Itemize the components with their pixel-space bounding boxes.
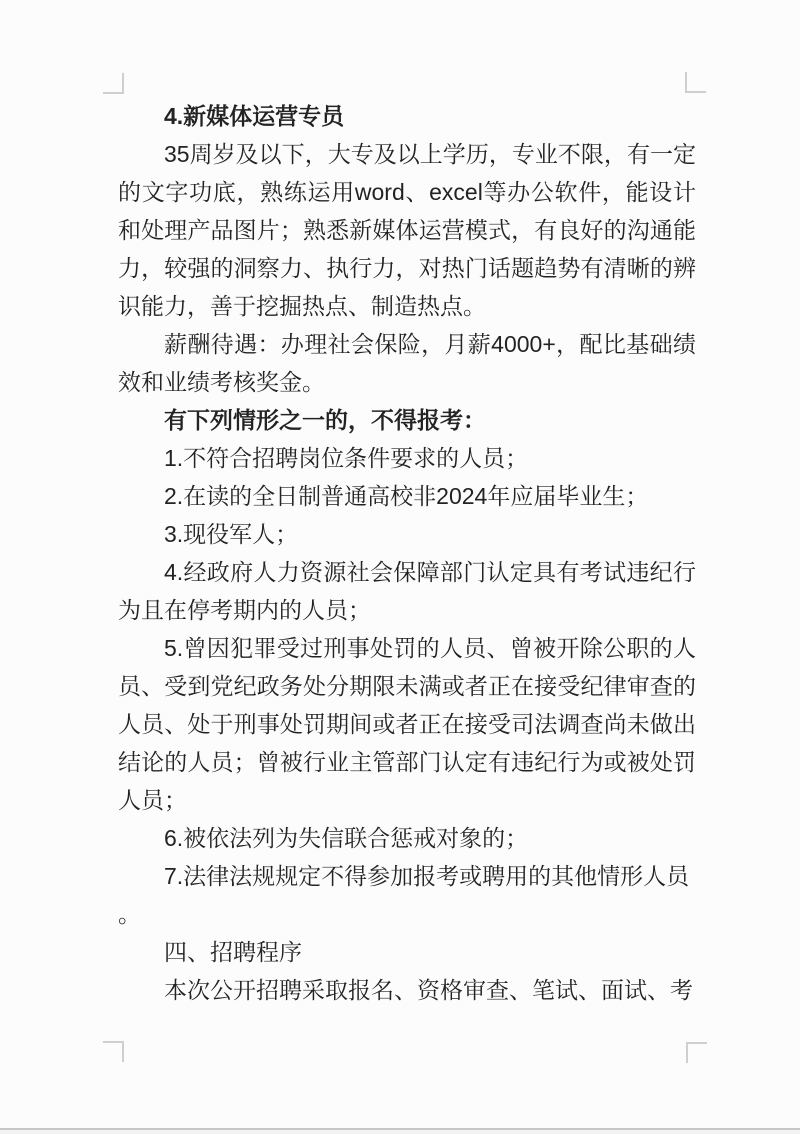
text-boundary-corner-bottom-left (103, 1041, 124, 1062)
job-requirements: 35周岁及以下，大专及以上学历，专业不限，有一定的文字功底，熟练运用word、excel等办公软件，能设计和处理产品图片；熟悉新媒体运营模式，有良好的沟通能力，较强的洞察力、执行力，对热门话题趋势有清晰的辨识能力，善于挖掘热点、制造热点。 (118, 141, 696, 319)
salary-paragraph: 薪酬待遇：办理社会保险，月薪4000+，配比基础绩效和业绩考核奖金。 (118, 331, 696, 395)
ineligibility-item-3: 3.现役军人； (164, 521, 299, 547)
ineligibility-heading: 有下列情形之一的，不得报考： (164, 407, 486, 433)
text-boundary-corner-top-left (103, 73, 124, 94)
text-boundary-corner-bottom-right (686, 1042, 707, 1063)
text-boundary-corner-top-right (685, 72, 706, 93)
document-body (118, 97, 696, 1009)
ineligibility-item-4: 4.经政府人力资源社会保障部门认定具有考试违纪行为且在停考期内的人员； (118, 559, 696, 623)
ineligibility-item-1: 1.不符合招聘岗位条件要求的人员； (164, 445, 529, 471)
ineligibility-item-2: 2.在读的全日制普通高校非2024年应届毕业生； (164, 483, 649, 509)
procedure-paragraph: 本次公开招聘采取报名、资格审查、笔试、面试、考 (164, 977, 693, 1003)
job-heading-4: 4.新媒体运营专员 (164, 103, 345, 129)
ineligibility-item-7: 7.法律法规规定不得参加报考或聘用的其他情形人员 (164, 863, 690, 889)
ineligibility-item-5: 5.曾因犯罪受过刑事处罚的人员、曾被开除公职的人员、受到党纪政务处分期限未满或者正在接受纪律审查的人员、处于刑事处罚期间或者正在接受司法调查尚未做出结论的人员；曾被行业主管部门认定有违纪行为或被处罚人员； (118, 635, 696, 813)
section-heading-4: 四、招聘程序 (164, 939, 302, 965)
ineligibility-item-6: 6.被依法列为失信联合惩戒对象的； (164, 825, 529, 851)
orphan-period: 。 (118, 901, 141, 927)
page-bottom-margin (0, 1130, 800, 1134)
